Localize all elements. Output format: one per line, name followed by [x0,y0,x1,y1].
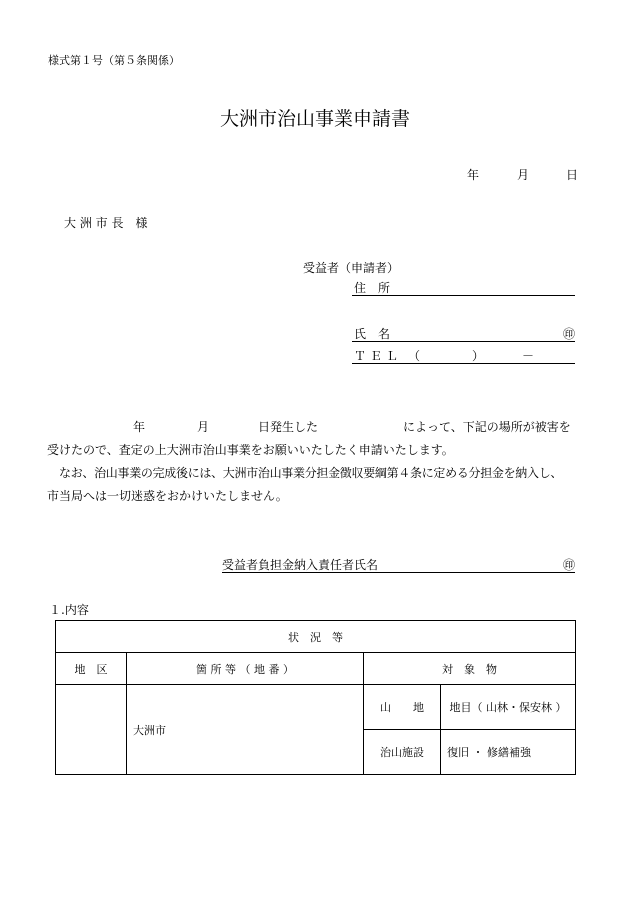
name-field[interactable] [352,325,575,342]
body-month: 月 [197,420,210,434]
row2-detail: 復旧 ・ 修繕補強 [441,730,576,775]
col-target: 対 象 物 [364,653,576,685]
body-line4: 市当局へは一切迷惑をおかけいたしません。 [47,489,288,503]
tel-field[interactable] [352,347,575,364]
location-value: 大洲市 [133,723,166,737]
form-number: 様式第１号（第５条関係） [48,54,180,67]
beneficiary-heading: 受益者（申請者） [303,261,400,275]
col-district: 地 区 [56,653,127,685]
date-month: 月 [517,168,530,182]
table-header: 状 況 等 [56,621,576,653]
row1-detail: 地目（ 山林・保安林 ） [441,685,576,730]
row1-type: 山 地 [364,685,441,730]
tel-close-paren: ） [472,349,485,363]
tel-label: ＴＥＬ [354,349,403,363]
row2-type: 治山施設 [364,730,441,775]
body-line3: なお、治山事業の完成後には、大洲市治山事業分担金徴収要綱第４条に定める分担金を納入し、 [59,466,563,480]
col-location: 箇 所 等 （ 地 番 ） [127,653,364,685]
date-year: 年 [467,168,480,182]
tel-dash: － [522,349,535,363]
page-title: 大洲市治山事業申請書 [219,108,410,130]
body-line1-tail: によって、下記の場所が被害を [403,420,571,434]
tel-open-paren: （ [408,349,421,363]
date-day: 日 [566,168,579,182]
addressee: 大 洲 市 長 様 [64,216,148,230]
section-title: １.内容 [49,603,89,617]
name-seal: ㊞ [562,327,575,341]
address-label: 住 所 [354,281,391,295]
address-field[interactable] [352,279,575,296]
body-day-occurred: 日発生した [258,420,319,434]
body-line2: 受けたので、査定の上大洲市治山事業をお願いいたしたく申請いたします。 [47,443,454,457]
payer-label: 受益者負担金納入責任者氏名 [222,558,379,572]
payer-seal: ㊞ [562,558,575,572]
payer-field[interactable] [222,556,575,573]
district-cell[interactable] [56,685,127,775]
name-label: 氏 名 [354,327,391,341]
content-table [55,620,576,775]
location-cell[interactable] [127,685,364,775]
body-year: 年 [133,420,146,434]
